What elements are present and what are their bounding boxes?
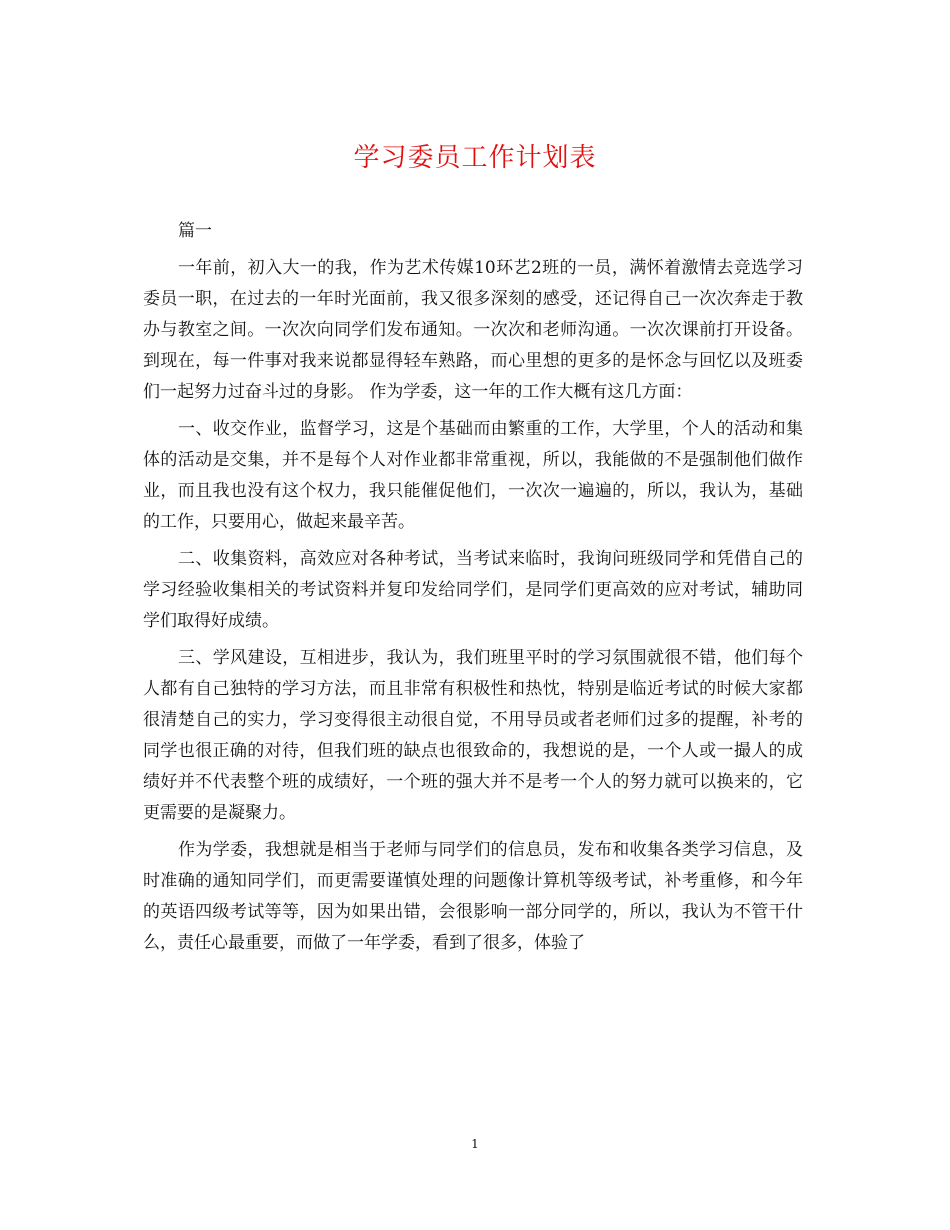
document-body	[143, 216, 803, 965]
page-number: 1	[471, 1137, 479, 1151]
document-title: 学习委员工作计划表	[353, 143, 597, 173]
paragraph-closing: 作为学委，我想就是相当于老师与同学们的信息员，发布和收集各类学习信息，及时准确的通知同学们，而更需要谨慎处理的问题像计算机等级考试，补考重修，和今年的英语四级考试等等，因为如果出错，会很影响一部分同学的，所以，我认为不管干什么，责任心最重要，而做了一年学委，看到了很多，体验了	[143, 840, 803, 953]
paragraph-item-1: 一、收交作业，监督学习，这是个基础而由繁重的工作，大学里，个人的活动和集体的活动是交集，并不是每个人对作业都非常重视，所以，我能做的不是强制他们做作业，而且我也没有这个权力，我只能催促他们，一次次一遍遍的，所以，我认为，基础的工作，只要用心，做起来最辛苦。	[143, 419, 803, 532]
paragraph-item-2: 二、收集资料，高效应对各种考试，当考试来临时，我询问班级同学和凭借自己的学习经验收集相关的考试资料并复印发给同学们，是同学们更高效的应对考试，辅助同学们取得好成绩。	[143, 549, 803, 631]
paragraph-item-3: 三、学风建设，互相进步，我认为，我们班里平时的学习氛围就很不错，他们每个人都有自己独特的学习方法，而且非常有积极性和热忱，特别是临近考试的时候大家都很清楚自己的实力，学习变得很主动很自觉，不用导员或者老师们过多的提醒，补考的同学也很正确的对待，但我们班的缺点也很致命的，我想说的是，一个人或一撮人的成绩好并不代表整个班的成绩好，一个班的强大并不是考一个人的努力就可以换来的，它更需要的是凝聚力。	[143, 648, 803, 823]
section-heading: 篇一	[178, 221, 212, 241]
paragraph-intro: 一年前，初入大一的我，作为艺术传媒10环艺2班的一员，满怀着激情去竞选学习委员一职，在过去的一年时光面前，我又很多深刻的感受，还记得自己一次次奔走于教办与教室之间。一次次向同学们发布通知。一次次和老师沟通。一次次课前打开设备。到现在，每一件事对我来说都显得轻车熟路，而心里想的更多的是怀念与回忆以及班委们一起努力过奋斗过的身影。 作为学委，这一年的工作大概有这几方面：	[143, 258, 803, 402]
